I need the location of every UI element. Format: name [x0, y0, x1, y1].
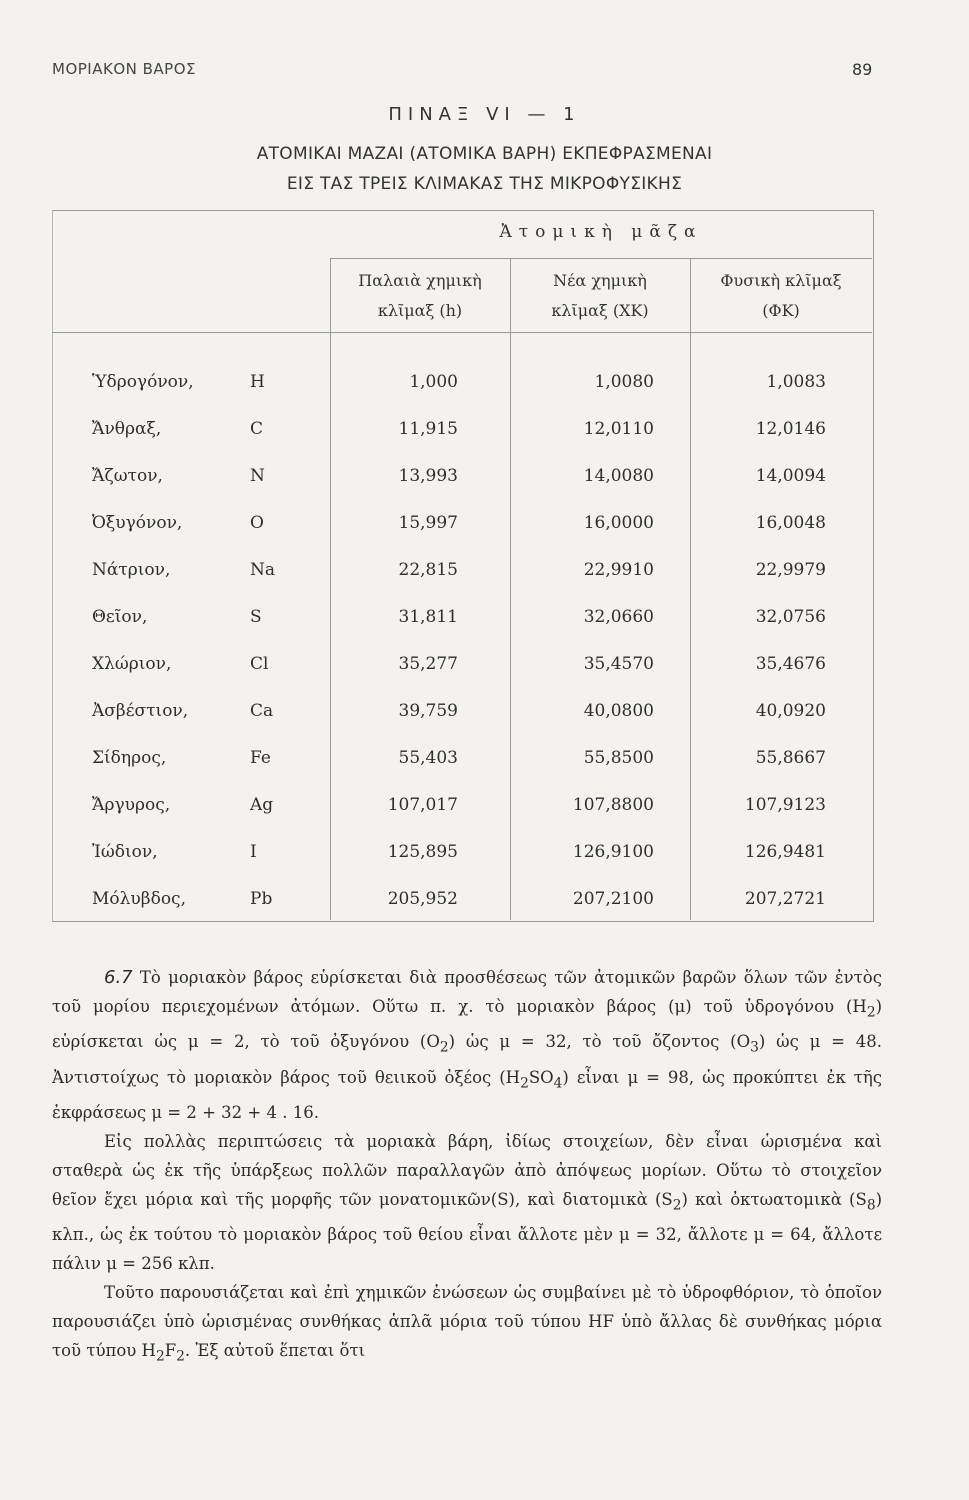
element-symbol: I	[250, 842, 257, 862]
subscript: 2	[439, 1039, 449, 1056]
mass-new-chemical: 32,0660	[583, 607, 654, 627]
mass-old-chemical: 39,759	[398, 701, 458, 721]
element-name: Ἄζωτον,	[92, 466, 163, 486]
mass-new-chemical: 35,4570	[583, 654, 654, 674]
column-header-physical	[690, 266, 872, 326]
text-run: ) εἶναι μ = 98, ὡς προκύπτει ἐκ τῆς ἐκφράσεως μ = 2 + 32 + 4 . 16.	[52, 1067, 882, 1122]
paragraph	[52, 963, 882, 1127]
mass-new-chemical: 22,9910	[583, 560, 654, 580]
mass-old-chemical: 125,895	[387, 842, 458, 862]
mass-physical: 1,0083	[766, 372, 826, 392]
mass-physical: 32,0756	[755, 607, 826, 627]
page-number: 89	[852, 60, 873, 79]
element-name: Θεῖον,	[92, 607, 148, 627]
column-header-line: Νέα χημικὴ	[553, 271, 647, 290]
mass-new-chemical: 207,2100	[572, 889, 654, 909]
table-title-line-2: ΕΙΣ ΤΑΣ ΤΡΕΙΣ ΚΛΙΜΑΚΑΣ ΤΗΣ ΜΙΚΡΟΦΥΣΙΚΗΣ	[286, 174, 683, 194]
column-rule-1	[330, 258, 331, 920]
subscript: 2	[155, 1348, 165, 1365]
element-symbol: N	[250, 466, 265, 486]
subscript: 2	[520, 1074, 529, 1091]
group-header: Ἀτομικὴ μᾶζα	[499, 222, 703, 242]
mass-physical: 40,0920	[755, 701, 826, 721]
text-run: . Ἐξ αὐτοῦ ἕπεται ὅτι	[184, 1341, 366, 1361]
element-symbol: Ca	[250, 701, 274, 721]
mass-physical: 12,0146	[755, 419, 826, 439]
column-header-line: (ΦΚ)	[762, 301, 800, 320]
mass-new-chemical: 14,0080	[583, 466, 654, 486]
mass-new-chemical: 107,8800	[572, 795, 654, 815]
element-symbol: Na	[250, 560, 276, 580]
element-name: Σίδηρος,	[92, 748, 167, 768]
text-run: Εἰς πολλὰς περιπτώσεις τὰ μοριακὰ βάρη, ἰδίως στοιχείων, δὲν εἶναι ὡρισμένα καὶ σταθερὰ ὡς ἐκ τῆς ὑπάρξεως πολλῶν παραλλαγῶν ἀπὸ ἀπόψεως μορίων. Οὕτω τὸ στοιχεῖον θεῖον ἔχει μόρια καὶ τῆς μορφῆς τῶν μονατομικῶν(S), καὶ διατομικὰ (S	[52, 1131, 882, 1209]
column-header-old-chemical	[330, 266, 510, 326]
mass-old-chemical: 55,403	[398, 748, 458, 768]
subscript: 2	[176, 1348, 185, 1365]
element-name: Ἄργυρος,	[92, 795, 171, 815]
subscript: 2	[672, 1197, 682, 1214]
mass-new-chemical: 126,9100	[572, 842, 654, 862]
subscript: 8	[866, 1197, 876, 1214]
element-name: Χλώριον,	[92, 654, 172, 674]
running-head: ΜΟΡΙΑΚΟΝ ΒΑΡΟΣ	[52, 60, 196, 78]
element-name: Ὀξυγόνον,	[92, 513, 183, 533]
text-run: ) καὶ ὀκτωατομικὰ (S	[681, 1189, 867, 1209]
element-symbol: S	[250, 607, 262, 627]
column-header-line: Φυσικὴ κλῖμαξ	[720, 271, 842, 290]
element-symbol: Ag	[250, 795, 274, 815]
mass-physical: 14,0094	[755, 466, 826, 486]
element-name: Ἄνθραξ,	[92, 419, 162, 439]
text-run: F	[164, 1341, 177, 1361]
element-symbol: Pb	[250, 889, 273, 909]
mass-physical: 16,0048	[755, 513, 826, 533]
column-rule-3	[690, 258, 691, 920]
mass-old-chemical: 205,952	[387, 889, 458, 909]
mass-physical: 126,9481	[744, 842, 826, 862]
text-run: Τοῦτο παρουσιάζεται καὶ ἐπὶ χημικῶν ἑνώσεων ὡς συμβαίνει μὲ τὸ ὑδροφθόριον, τὸ ὁποῖον παρουσιάζει ὑπὸ ὡρισμένας συνθήκας ἁπλᾶ μόρια τοῦ τύπου HF ὑπὸ ἄλλας δὲ συνθήκας μόρια τοῦ τύπου H	[52, 1283, 882, 1361]
subscript: 2	[866, 1004, 876, 1021]
subscript: 3	[750, 1039, 759, 1056]
mass-old-chemical: 107,017	[387, 795, 458, 815]
text-run: SO	[528, 1067, 554, 1087]
column-header-line: κλῖμαξ (h)	[377, 301, 463, 320]
element-symbol: Fe	[250, 748, 271, 768]
mass-old-chemical: 13,993	[398, 466, 458, 486]
mass-old-chemical: 22,815	[398, 560, 458, 580]
text-run: ) ὡς μ = 32, τὸ τοῦ ὄζοντος (O	[448, 1032, 751, 1052]
text-run: Τὸ μοριακὸν βάρος εὑρίσκεται διὰ προσθέσεως τῶν ἀτομικῶν βαρῶν ὅλων τῶν ἐντὸς τοῦ μορίου περιεχομένων ἀτόμων. Οὕτω π. χ. τὸ μοριακὸν βάρος (μ) τοῦ ὑδρογόνου (H	[52, 968, 882, 1016]
mass-new-chemical: 12,0110	[583, 419, 654, 439]
text-run: ) εὑρίσκεται ὡς μ = 2, τὸ τοῦ ὀξυγόνου (O	[52, 997, 882, 1052]
header-rule-bottom	[52, 332, 872, 333]
column-header-line: Παλαιὰ χημικὴ	[358, 271, 482, 290]
mass-new-chemical: 40,0800	[583, 701, 654, 721]
mass-physical: 35,4676	[755, 654, 826, 674]
mass-physical: 107,9123	[744, 795, 826, 815]
mass-old-chemical: 15,997	[398, 513, 458, 533]
element-name: Ἰώδιον,	[92, 842, 158, 862]
mass-physical: 207,2721	[744, 889, 826, 909]
element-name: Νάτριον,	[92, 560, 171, 580]
header-rule-top	[330, 258, 872, 259]
mass-old-chemical: 11,915	[398, 419, 458, 439]
column-header-new-chemical	[510, 266, 690, 326]
mass-old-chemical: 35,277	[398, 654, 458, 674]
text-run: ) ὡς μ = 48. Ἀντιστοίχως τὸ μοριακὸν βάρος τοῦ θειικοῦ ὀξέος (H	[52, 1032, 882, 1087]
body-text	[52, 963, 882, 1371]
mass-physical: 55,8667	[755, 748, 826, 768]
mass-new-chemical: 16,0000	[583, 513, 654, 533]
section-number: 6.7	[104, 967, 133, 988]
mass-new-chemical: 1,0080	[594, 372, 654, 392]
element-symbol: O	[250, 513, 264, 533]
element-name: Ὑδρογόνον,	[92, 372, 194, 392]
text-run: ) κλπ., ὡς ἐκ τούτου τὸ μοριακὸν βάρος τοῦ θείου εἶναι ἄλλοτε μὲν μ = 32, ἄλλοτε μ = 64, ἄλλοτε πάλιν μ = 256 κλπ.	[52, 1189, 882, 1274]
mass-new-chemical: 55,8500	[583, 748, 654, 768]
element-name: Ἀσβέστιον,	[92, 701, 189, 721]
element-symbol: C	[250, 419, 264, 439]
table-number: ΠΙΝΑΞ VI — 1	[388, 104, 581, 125]
paragraph	[52, 1278, 882, 1371]
mass-old-chemical: 31,811	[398, 607, 458, 627]
mass-old-chemical: 1,000	[409, 372, 458, 392]
element-symbol: H	[250, 372, 265, 392]
column-header-line: κλῖμαξ (ΧΚ)	[551, 301, 649, 320]
paragraph	[52, 1127, 882, 1278]
mass-physical: 22,9979	[755, 560, 826, 580]
element-symbol: Cl	[250, 654, 269, 674]
column-rule-2	[510, 258, 511, 920]
subscript: 4	[553, 1074, 563, 1091]
table-title-line-1: ΑΤΟΜΙΚΑΙ ΜΑΖΑΙ (ΑΤΟΜΙΚΑ ΒΑΡΗ) ΕΚΠΕΦΡΑΣΜΕΝΑΙ	[256, 144, 713, 164]
element-name: Μόλυβδος,	[92, 889, 186, 909]
